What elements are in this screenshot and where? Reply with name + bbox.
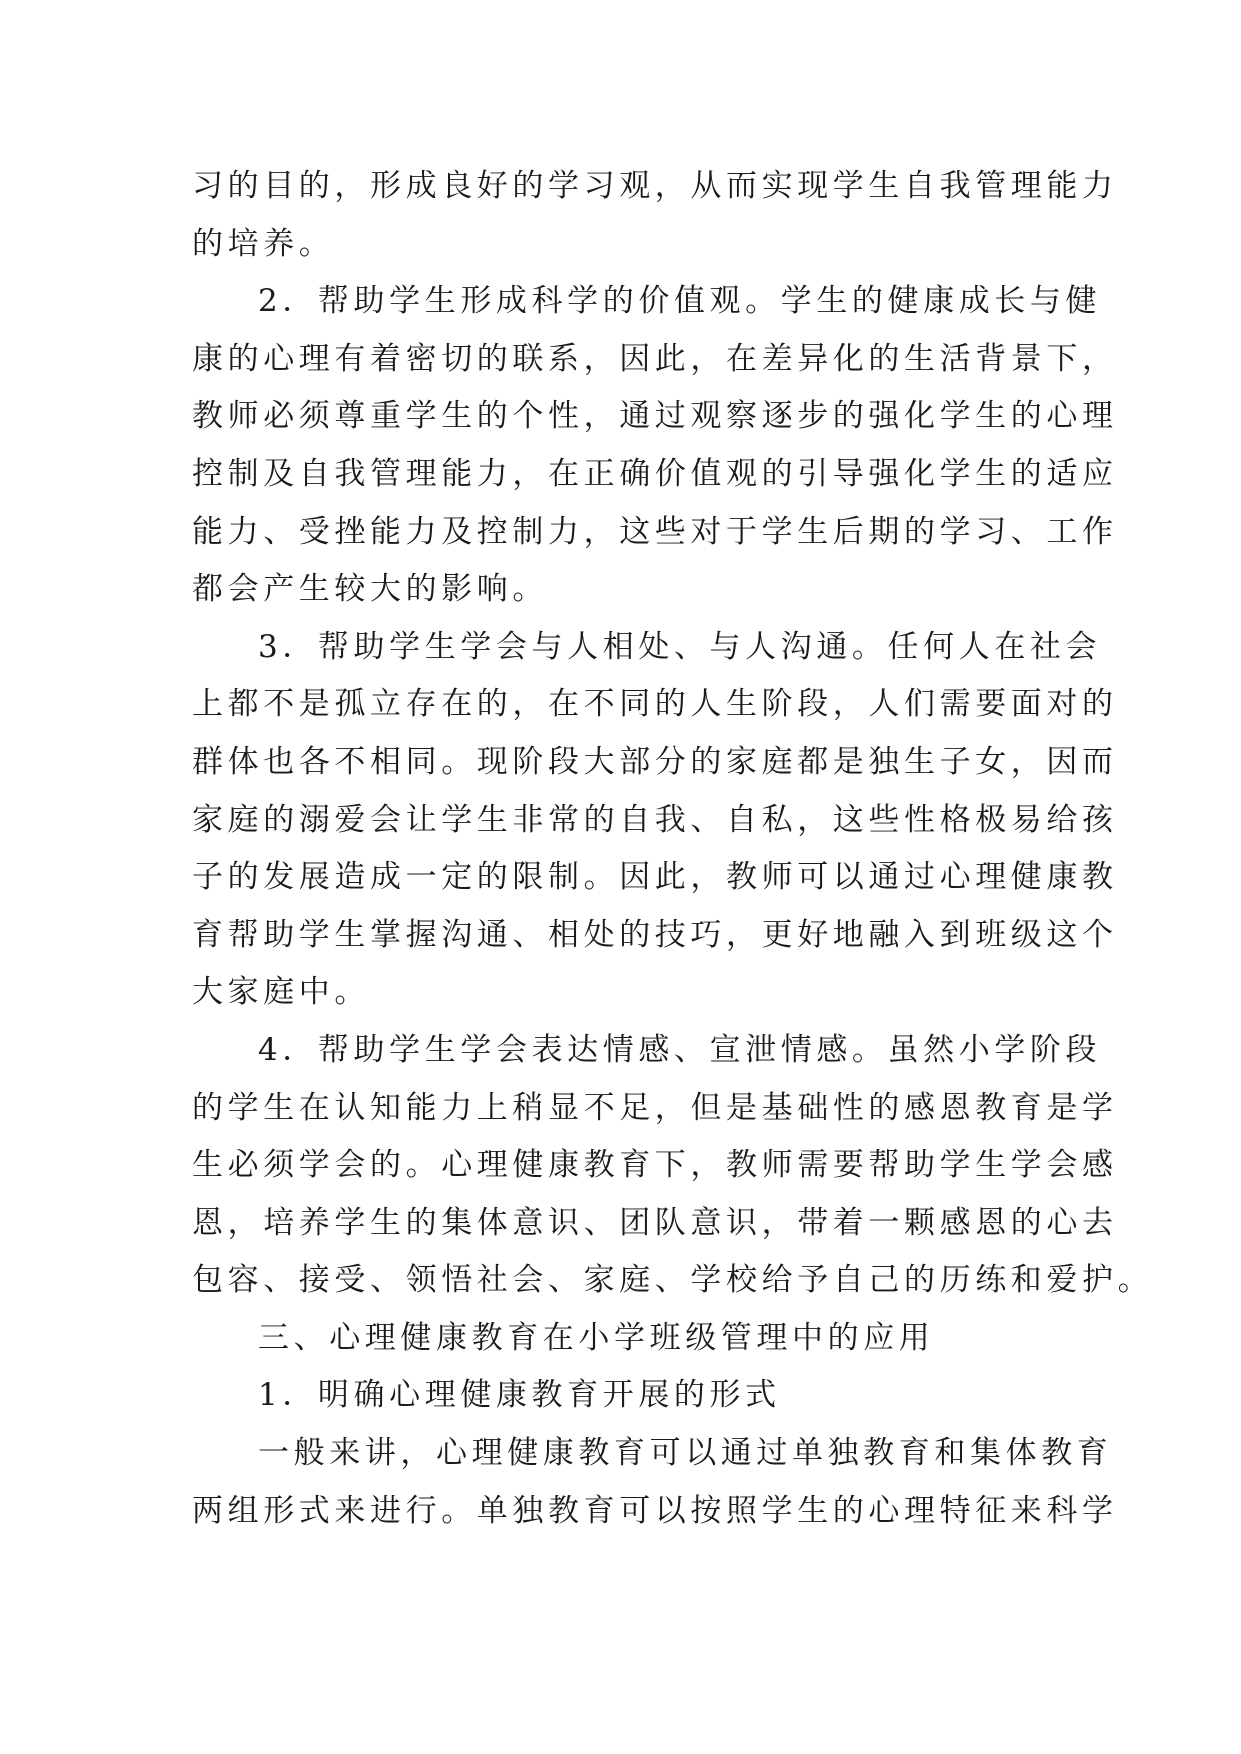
body-text (192, 158, 1154, 1540)
text-line: 上都不是孤立存在的，在不同的人生阶段，人们需要面对的 (192, 686, 1118, 723)
text-line: 控制及自我管理能力，在正确价值观的引导强化学生的适应 (192, 455, 1118, 492)
text-line: 能力、受挫能力及控制力，这些对于学生后期的学习、工作 (192, 513, 1118, 550)
text-line: 教师必须尊重学生的个性，通过观察逐步的强化学生的心理 (192, 398, 1118, 435)
text-line: 康的心理有着密切的联系，因此，在差异化的生活背景下， (192, 340, 1118, 377)
text-line: 包容、接受、领悟社会、家庭、学校给予自己的历练和爱护。 (192, 1262, 1154, 1299)
text-line: 家庭的溺爱会让学生非常的自我、自私，这些性格极易给孩 (192, 801, 1118, 838)
text-line: 1．明确心理健康教育开展的形式 (258, 1377, 781, 1414)
text-line: 3．帮助学生学会与人相处、与人沟通。任何人在社会 (258, 628, 1102, 665)
text-line: 都会产生较大的影响。 (192, 571, 548, 608)
text-line: 群体也各不相同。现阶段大部分的家庭都是独生子女，因而 (192, 743, 1118, 780)
text-line: 4．帮助学生学会表达情感、宣泄情感。虽然小学阶段 (258, 1031, 1102, 1068)
text-line: 两组形式来进行。单独教育可以按照学生的心理特征来科学 (192, 1492, 1118, 1529)
text-line: 的学生在认知能力上稍显不足，但是基础性的感恩教育是学 (192, 1089, 1118, 1126)
text-line: 一般来讲，心理健康教育可以通过单独教育和集体教育 (258, 1435, 1113, 1472)
text-line: 2．帮助学生形成科学的价值观。学生的健康成长与健 (258, 283, 1102, 320)
text-line: 的培养。 (192, 225, 335, 262)
text-line: 大家庭中。 (192, 974, 370, 1011)
text-line: 习的目的，形成良好的学习观，从而实现学生自我管理能力 (192, 168, 1118, 204)
text-line: 三、心理健康教育在小学班级管理中的应用 (258, 1319, 935, 1356)
text-line: 育帮助学生掌握沟通、相处的技巧，更好地融入到班级这个 (192, 916, 1118, 953)
text-line: 生必须学会的。心理健康教育下，教师需要帮助学生学会感 (192, 1147, 1118, 1184)
text-line: 子的发展造成一定的限制。因此，教师可以通过心理健康教 (192, 859, 1118, 896)
text-line: 恩，培养学生的集体意识、团队意识，带着一颗感恩的心去 (192, 1204, 1118, 1241)
